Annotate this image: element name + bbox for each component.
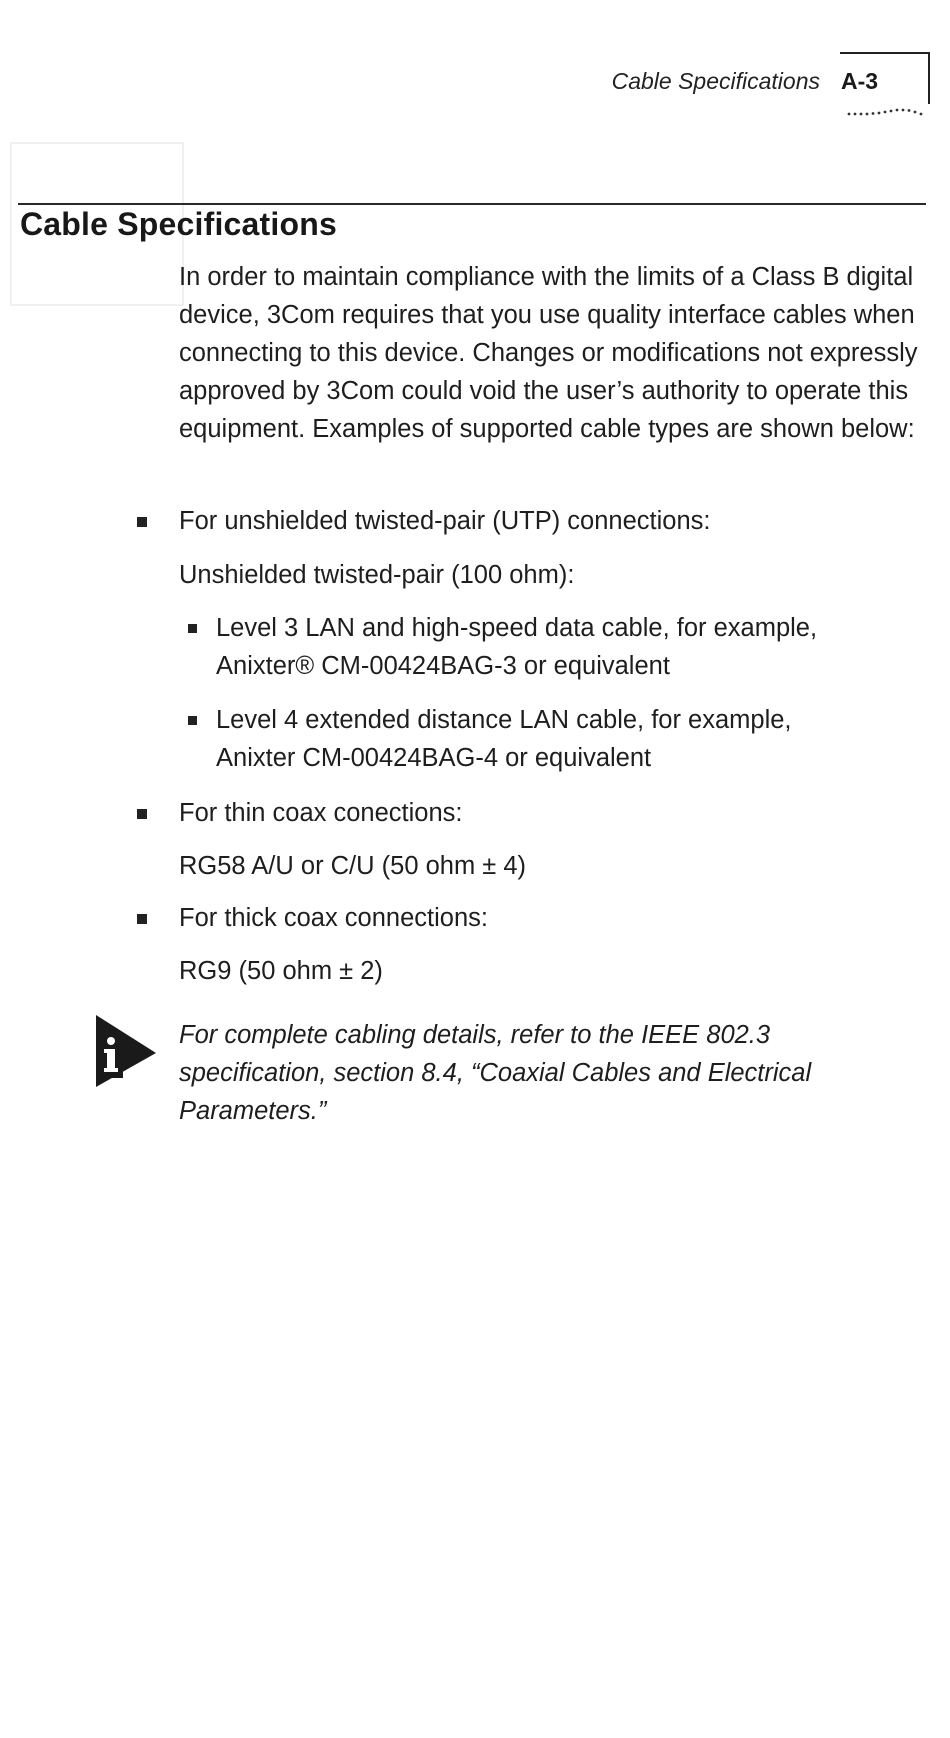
header-corner-box xyxy=(840,52,930,104)
intro-paragraph: In order to maintain compliance with the limits of a Class B digital device, 3Com requires that you use quality interface cables when connecting to this device. Changes or modifications not expressly approved by 3Com could void the user’s authority to operate this equipment. Examples of supported cable types are shown below: xyxy=(179,263,918,443)
bullet-marker xyxy=(137,914,147,924)
bullet-marker xyxy=(137,517,147,527)
thick-coax-detail: RG9 (50 ohm ± 2) xyxy=(179,957,383,985)
section-title: Cable Specifications xyxy=(20,206,337,242)
page-number: A-3 xyxy=(841,68,879,94)
section-rule xyxy=(18,203,926,205)
thin-coax-label: For thin coax conections: xyxy=(179,799,463,827)
running-header-title: Cable Specifications xyxy=(611,68,820,94)
note-text: For complete cabling details, refer to the IEEE 802.3 specification, section 8.4, “Coaxial Cables and Electrical Parameters.” xyxy=(179,1021,812,1125)
info-icon xyxy=(94,1013,158,1089)
utp-label: For unshielded twisted-pair (UTP) connections: xyxy=(179,507,711,535)
header-dot-ornament xyxy=(846,100,926,122)
thick-coax-label: For thick coax connections: xyxy=(179,904,488,932)
utp-sub-item-2-line1: Level 4 extended distance LAN cable, for example, xyxy=(216,706,792,734)
utp-sub-item-2-line2: Anixter CM-00424BAG-4 or equivalent xyxy=(216,744,652,772)
bullet-marker xyxy=(137,809,147,819)
utp-sub-item-1 xyxy=(216,609,916,685)
utp-sub-item-2 xyxy=(216,701,916,777)
utp-sub-item-1-line2: Anixter® CM-00424BAG-3 or equivalent xyxy=(216,652,670,680)
sub-bullet-marker xyxy=(188,624,197,633)
thin-coax-detail: RG58 A/U or C/U (50 ohm ± 4) xyxy=(179,852,527,880)
utp-sub-item-1-line1: Level 3 LAN and high-speed data cable, for example, xyxy=(216,614,818,642)
utp-detail: Unshielded twisted-pair (100 ohm): xyxy=(179,561,575,589)
sub-bullet-marker xyxy=(188,716,197,725)
